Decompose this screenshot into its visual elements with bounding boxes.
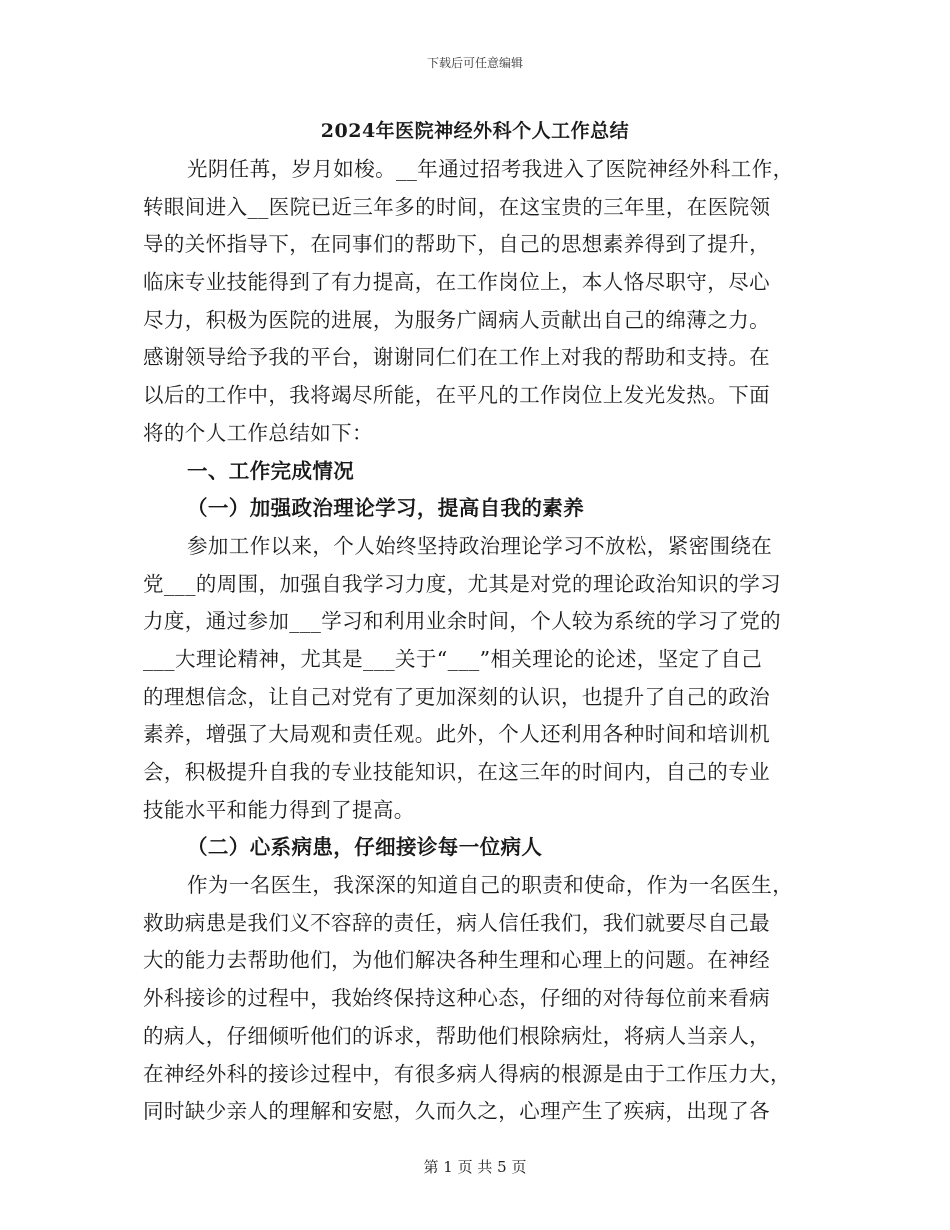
- document-body: [143, 151, 813, 1131]
- paragraph-line: 作为一名医生，我深深的知道自己的职责和使命，作为一名医生，: [187, 873, 794, 898]
- paragraph-line: 的理想信念，让自己对党有了更加深刻的认识，也提升了自己的政治: [143, 684, 770, 709]
- paragraph-line: 党___的周围，加强自我学习力度，尤其是对党的理论政治知识的学习: [143, 571, 782, 596]
- paragraph-line: ___大理论精神，尤其是___关于“___”相关理论的论述，坚定了自己: [143, 646, 763, 671]
- section-heading: 一、工作完成情况: [187, 458, 355, 483]
- paragraph-line: 技能水平和能力得到了提高。: [143, 797, 415, 822]
- paragraph-line: 导的关怀指导下，在同事们的帮助下，自己的思想素养得到了提升，: [143, 232, 770, 257]
- paragraph-line: 力度，通过参加___学习和利用业余时间，个人较为系统的学习了党的: [143, 609, 782, 634]
- page-header: 下载后可任意编辑: [426, 56, 523, 70]
- paragraph-line: 在神经外科的接诊过程中，有很多病人得病的根源是由于工作压力大，: [143, 1061, 791, 1086]
- paragraph-line: 感谢领导给予我的平台，谢谢同仁们在工作上对我的帮助和支持。在: [143, 345, 770, 370]
- paragraph-line: 光阴任苒，岁月如梭。__年通过招考我进入了医院神经外科工作，: [187, 157, 794, 181]
- paragraph-line: 会，积极提升自我的专业技能知识，在这三年的时间内，自己的专业: [143, 760, 770, 784]
- paragraph-line: 素养，增强了大局观和责任观。此外，个人还利用各种时间和培训机: [143, 722, 770, 747]
- paragraph-line: 外科接诊的过程中，我始终保持这种心态，仔细的对待每位前来看病: [143, 986, 770, 1011]
- document-title: 2024年医院神经外科个人工作总结: [320, 120, 630, 142]
- paragraph-line: 以后的工作中，我将竭尽所能，在平凡的工作岗位上发光发热。下面: [143, 383, 770, 408]
- paragraph-line: 同时缺少亲人的理解和安慰，久而久之，心理产生了疾病，出现了各: [143, 1099, 770, 1124]
- paragraph-line: 尽力，积极为医院的进展，为服务广阔病人贡献出自己的绵薄之力。: [143, 307, 770, 332]
- paragraph-line: 转眼间进入__医院已近三年多的时间，在这宝贵的三年里，在医院领: [143, 194, 771, 219]
- page-footer: 第 1 页 共 5 页: [423, 1158, 527, 1176]
- paragraph-line: 临床专业技能得到了有力提高，在工作岗位上，本人恪尽职守，尽心: [143, 270, 770, 295]
- subsection-heading: （一）加强政治理论学习，提高自我的素养: [187, 496, 585, 521]
- paragraph-line: 参加工作以来，个人始终坚持政治理论学习不放松，紧密围绕在: [187, 533, 773, 558]
- paragraph-line: 将的个人工作总结如下：: [143, 420, 373, 445]
- paragraph-line: 救助病患是我们义不容辞的责任，病人信任我们，我们就要尽自己最: [143, 910, 770, 935]
- paragraph-line: 大的能力去帮助他们，为他们解决各种生理和心理上的问题。在神经: [143, 948, 770, 973]
- paragraph-line: 的病人，仔细倾听他们的诉求，帮助他们根除病灶，将病人当亲人，: [143, 1023, 770, 1048]
- subsection-heading: （二）心系病患，仔细接诊每一位病人: [187, 835, 543, 860]
